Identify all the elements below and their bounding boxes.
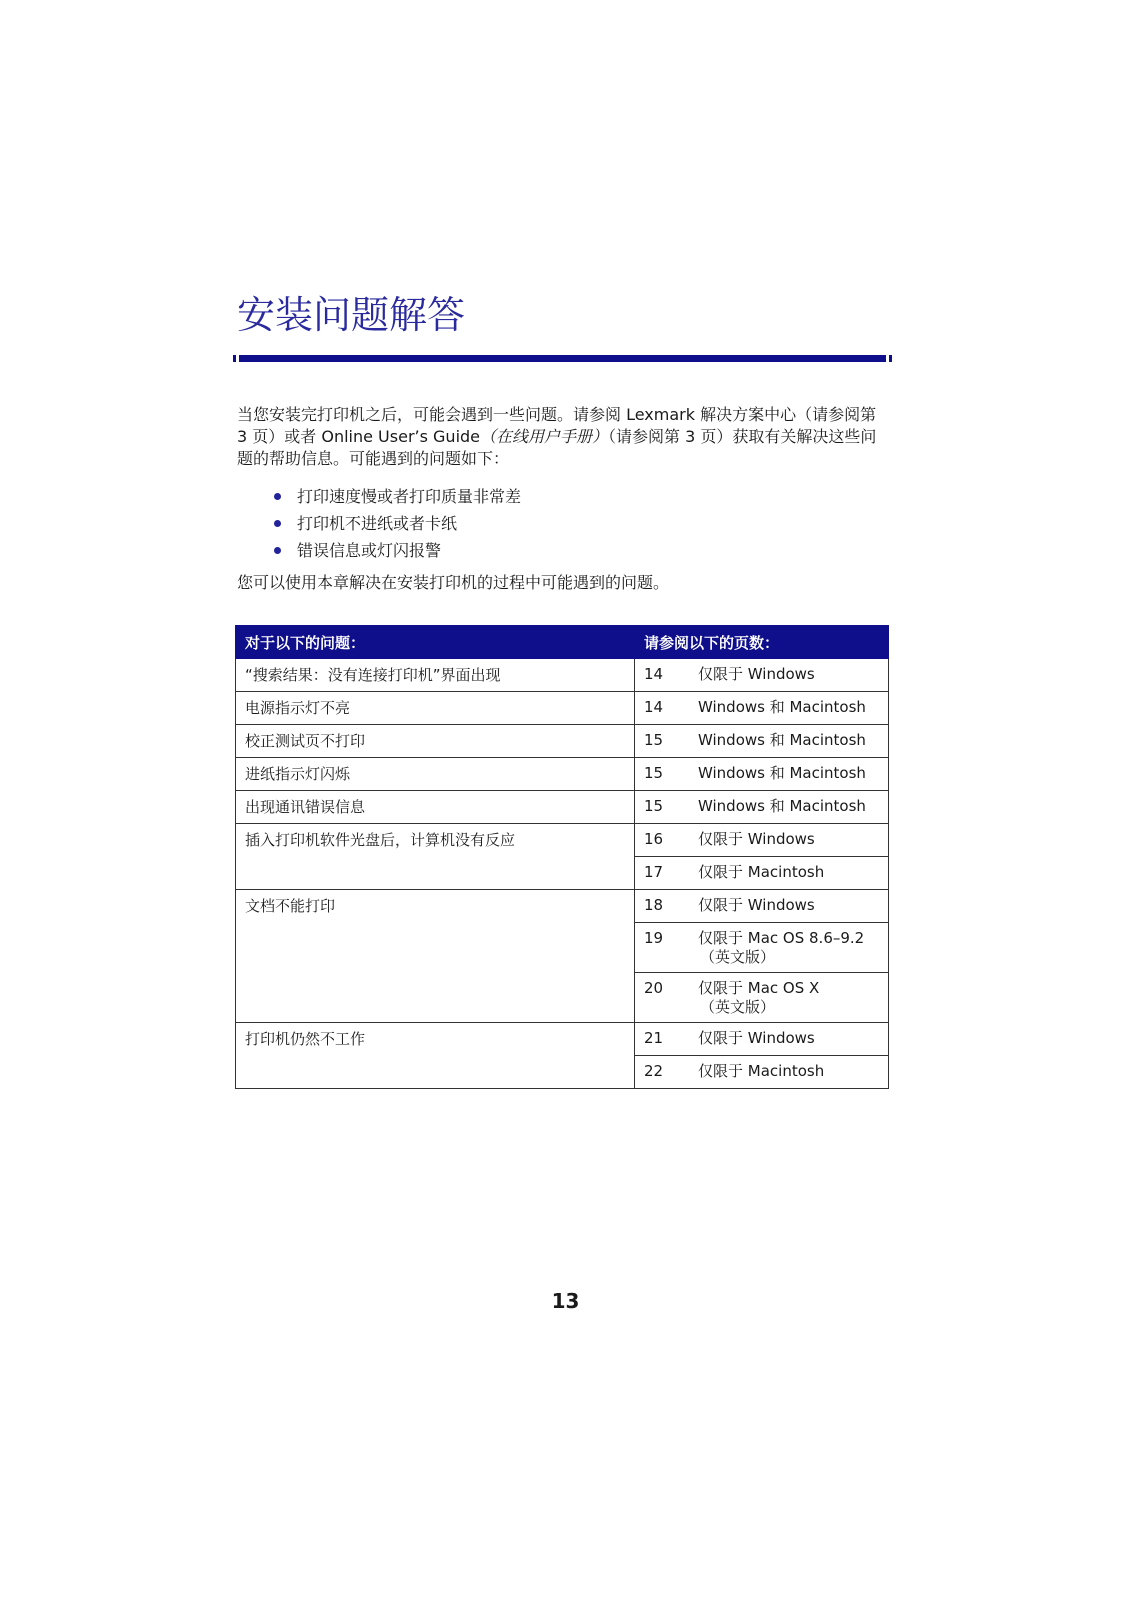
reference-page-number: 14 xyxy=(644,698,664,716)
reference-page-number: 15 xyxy=(644,731,664,749)
reference-platform xyxy=(698,830,815,851)
intro-text-part1: 当您安装完打印机之后，可能会遇到一些问题。请参阅 Lexmark 解决方案中心（请参阅第 3 页）或者 Online User’s Guide xyxy=(237,405,877,446)
platform-text: 仅限于 Macintosh xyxy=(698,863,825,881)
reference-cell xyxy=(635,659,889,692)
list-item-text: 错误信息或灯闪报警 xyxy=(297,541,442,560)
guide-title-chinese: （在线用户手册） xyxy=(480,427,609,446)
bullet-icon xyxy=(274,547,281,554)
header-reference: 请参阅以下的页数： xyxy=(635,626,889,659)
intro-paragraph xyxy=(237,404,877,470)
reference-cell xyxy=(635,824,889,857)
reference-page-number: 16 xyxy=(644,830,664,848)
list-item xyxy=(237,510,877,537)
platform-text: 仅限于 Windows xyxy=(698,1029,815,1047)
reference-page-number: 14 xyxy=(644,665,664,683)
reference-platform xyxy=(698,896,815,917)
list-item xyxy=(237,483,877,510)
table-row xyxy=(236,1023,889,1056)
reference-page-number: 19 xyxy=(644,929,664,947)
reference-cell xyxy=(635,1056,889,1089)
reference-page-number: 15 xyxy=(644,764,664,782)
table-row xyxy=(236,692,889,725)
table-row xyxy=(236,659,889,692)
table-row xyxy=(236,791,889,824)
page-title: 安装问题解答 xyxy=(237,293,466,337)
header-problem: 对于以下的问题： xyxy=(236,626,635,659)
reference-platform xyxy=(698,764,866,785)
bullet-icon xyxy=(274,520,281,527)
table-row xyxy=(236,725,889,758)
reference-platform xyxy=(698,979,819,1017)
reference-platform xyxy=(698,1062,824,1083)
page-number: 13 xyxy=(551,1289,580,1313)
reference-page-number: 15 xyxy=(644,797,664,815)
reference-cell xyxy=(635,923,889,973)
platform-text: Windows 和 Macintosh xyxy=(698,797,866,815)
platform-note: （英文版） xyxy=(700,998,776,1016)
problem-cell: 进纸指示灯闪烁 xyxy=(236,758,635,791)
table-row xyxy=(236,758,889,791)
reference-platform xyxy=(698,665,815,686)
platform-text: 仅限于 Windows xyxy=(698,665,815,683)
problem-cell: 校正测试页不打印 xyxy=(236,725,635,758)
problem-cell: 打印机仍然不工作 xyxy=(236,1023,635,1089)
reference-platform xyxy=(698,863,824,884)
table-body xyxy=(236,659,889,1089)
reference-cell xyxy=(635,857,889,890)
reference-cell xyxy=(635,758,889,791)
reference-cell xyxy=(635,890,889,923)
troubleshooting-table xyxy=(235,625,889,1089)
reference-page-number: 18 xyxy=(644,896,664,914)
platform-text: 仅限于 Macintosh xyxy=(698,1062,825,1080)
problem-cell: 电源指示灯不亮 xyxy=(236,692,635,725)
problem-cell: 出现通讯错误信息 xyxy=(236,791,635,824)
platform-note: （英文版） xyxy=(700,948,776,966)
platform-text: 仅限于 Mac OS 8.6–9.2 xyxy=(698,929,865,947)
platform-text: Windows 和 Macintosh xyxy=(698,698,866,716)
reference-page-number: 17 xyxy=(644,863,664,881)
reference-page-number: 21 xyxy=(644,1029,664,1047)
platform-text: 仅限于 Windows xyxy=(698,896,815,914)
table-header-row xyxy=(236,626,889,659)
reference-cell xyxy=(635,791,889,824)
reference-page-number: 22 xyxy=(644,1062,664,1080)
reference-platform xyxy=(698,929,864,967)
outro-paragraph: 您可以使用本章解决在安装打印机的过程中可能遇到的问题。 xyxy=(237,573,670,592)
platform-text: Windows 和 Macintosh xyxy=(698,731,866,749)
list-item-text: 打印机不进纸或者卡纸 xyxy=(297,514,458,533)
reference-cell xyxy=(635,973,889,1023)
reference-cell xyxy=(635,692,889,725)
list-item xyxy=(237,537,877,564)
list-item-text: 打印速度慢或者打印质量非常差 xyxy=(297,487,522,506)
problem-list xyxy=(237,483,877,564)
problem-cell: 插入打印机软件光盘后，计算机没有反应 xyxy=(236,824,635,890)
reference-page-number: 20 xyxy=(644,979,664,997)
intro-text-part2: （请参阅第 3 页）获取有关解决这些问题的帮助信息。可能遇到的问题如下： xyxy=(237,427,877,468)
bullet-icon xyxy=(274,493,281,500)
reference-platform xyxy=(698,1029,815,1050)
reference-cell xyxy=(635,725,889,758)
reference-cell xyxy=(635,1023,889,1056)
platform-text: Windows 和 Macintosh xyxy=(698,764,866,782)
table-row xyxy=(236,890,889,923)
table-row xyxy=(236,824,889,857)
reference-platform xyxy=(698,731,866,752)
reference-platform xyxy=(698,797,866,818)
platform-text: 仅限于 Mac OS X xyxy=(698,979,820,997)
title-divider xyxy=(233,355,892,362)
problem-cell: 文档不能打印 xyxy=(236,890,635,1023)
problem-cell: “搜索结果：没有连接打印机”界面出现 xyxy=(236,659,635,692)
platform-text: 仅限于 Windows xyxy=(698,830,815,848)
reference-platform xyxy=(698,698,866,719)
